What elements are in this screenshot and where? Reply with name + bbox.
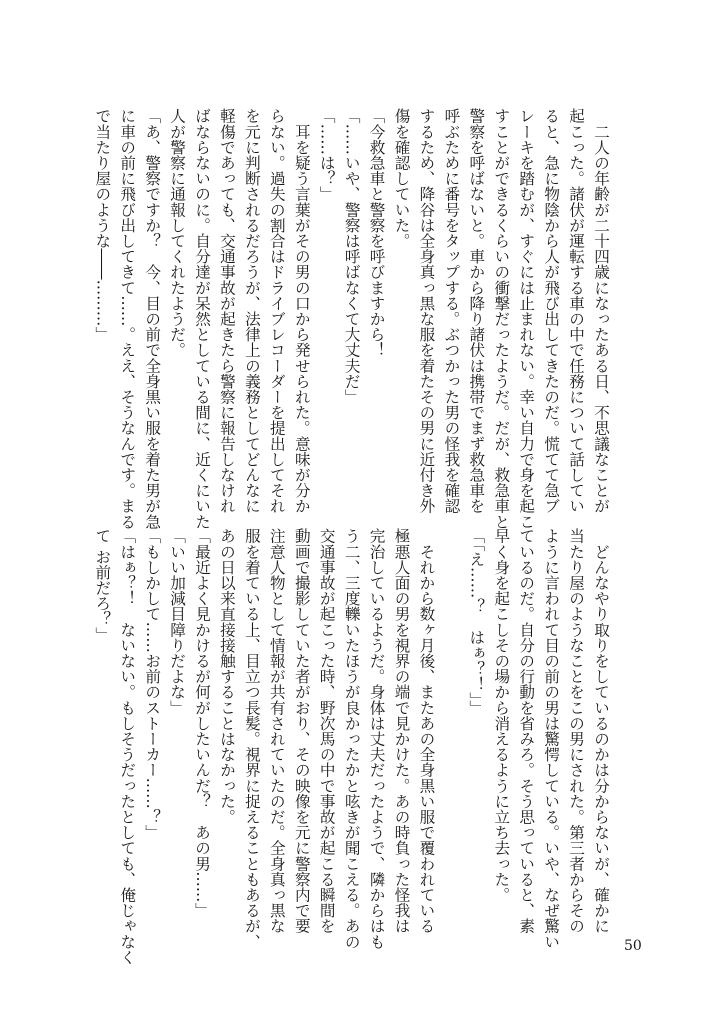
- text-line: 「「え……？ はぁ？！」」: [467, 528, 486, 716]
- text-line: 警察を呼ばないと。車から降り諸伏は携帯でまず救急車を: [467, 108, 486, 514]
- text-line: 傷を確認していた。: [392, 108, 411, 249]
- text-line: 注意人物として情報が共有されていたのだ。全身真っ黒な: [267, 528, 286, 934]
- text-line: 耳を疑う言葉がその男の口から発せられた。意味が分か: [292, 108, 311, 514]
- text-line: 呼ぶために番号をタップする。ぶつかった男の怪我を確認: [442, 108, 461, 514]
- text-line: あの日以来直接接触することはなかった。: [217, 528, 236, 825]
- text-line: に車の前に飛び出してきて……。ええ、そうなんです。まる: [118, 108, 137, 530]
- text-line: う二、三度轢いたほうが良かったかと呟きが聞こえる。あの: [342, 528, 361, 950]
- text-line: らない。過失の割合はドライブレコーダーを提出してそれ: [267, 108, 286, 514]
- text-line: を元に判断されるだろうが、法律上の義務としてどんなに: [242, 108, 261, 514]
- text-line: 極悪人面の男を視界の端で見かけた。あの時負った怪我は: [392, 528, 411, 934]
- text-line: 「……いや、警察は呼ばなくて大丈夫だ」: [342, 108, 361, 405]
- text-line: 動画で撮影していた者がおり、その映像を元に警察内で要: [292, 528, 311, 934]
- text-line: 「……は？」: [317, 108, 336, 202]
- text-line: 「あ、警察ですか？ 今、目の前で全身黒い服を着た男が急: [143, 108, 162, 530]
- top-text-block: [89, 108, 613, 530]
- blank-line: [438, 528, 463, 928]
- text-line: 「もしかして……お前のストーカー……？」: [143, 528, 162, 840]
- text-line: 「最近よく見かけるが何がしたいんだ？ あの男……」: [193, 528, 211, 918]
- text-line: 服を着ている上、目立つ長髪。視界に捉えることもあるが、: [242, 528, 261, 950]
- text-line: それから数ヶ月後、またあの全身黒い服で覆われている: [417, 528, 436, 934]
- text-line: ように言われて目の前の男は驚愕している。いや、なぜ驚い: [542, 528, 561, 950]
- text-line: ばならないのに。自分達が呆然としている間に、近くにいた: [193, 108, 211, 530]
- bottom-text-block: [89, 528, 613, 965]
- text-line: 二人の年齢が二十四歳になったある日、不思議なことが: [592, 108, 610, 514]
- text-line: 人が警察に通報してくれたようだ。: [168, 108, 187, 358]
- text-line: 早く身を起こしその場から消えるように立ち去った。: [492, 528, 511, 903]
- text-line: レーキを踏むが、すぐには止まれない。幸い自力で身を起こ: [517, 108, 536, 530]
- text-line: 「いい加減目障りだよな」: [168, 528, 187, 716]
- text-line: て お前だろ？」: [93, 528, 112, 643]
- page-number: 50: [624, 938, 642, 954]
- text-line: するため、降谷は全身真っ黒な服を着たその男に近付き外: [417, 108, 436, 514]
- text-line: で当たり屋のような――………」: [93, 108, 112, 342]
- text-line: 「はぁ？！ ないない。もしそうだったとしても、俺じゃなく: [118, 528, 137, 965]
- text-line: 軽傷であっても、交通事故が起きたら警察に報告しなけれ: [217, 108, 236, 514]
- text-line: すことができるくらいの衝撃だったようだ。だが、救急車と: [492, 108, 511, 530]
- text-line: 当たり屋のようなことをこの男にされた。第三者からその: [567, 528, 586, 934]
- text-line: どんなやり取りをしているのかは分からないが、確かに: [592, 528, 610, 934]
- text-line: ると、急に物陰から人が飛び出してきたのだ。慌てて急ブ: [542, 108, 561, 514]
- text-line: ているのだ。自分の行動を省みろ。そう思っていると、素: [517, 528, 536, 934]
- text-line: 交通事故が起こった時、野次馬の中で事故が起こる瞬間を: [317, 528, 336, 934]
- text-line: 完治しているようだ。身体は丈夫だったようで、隣からはも: [367, 528, 386, 950]
- text-line: 「今救急車と警察を呼びますから！: [367, 108, 386, 358]
- text-line: 起こった。諸伏が運転する車の中で任務について話してい: [567, 108, 586, 514]
